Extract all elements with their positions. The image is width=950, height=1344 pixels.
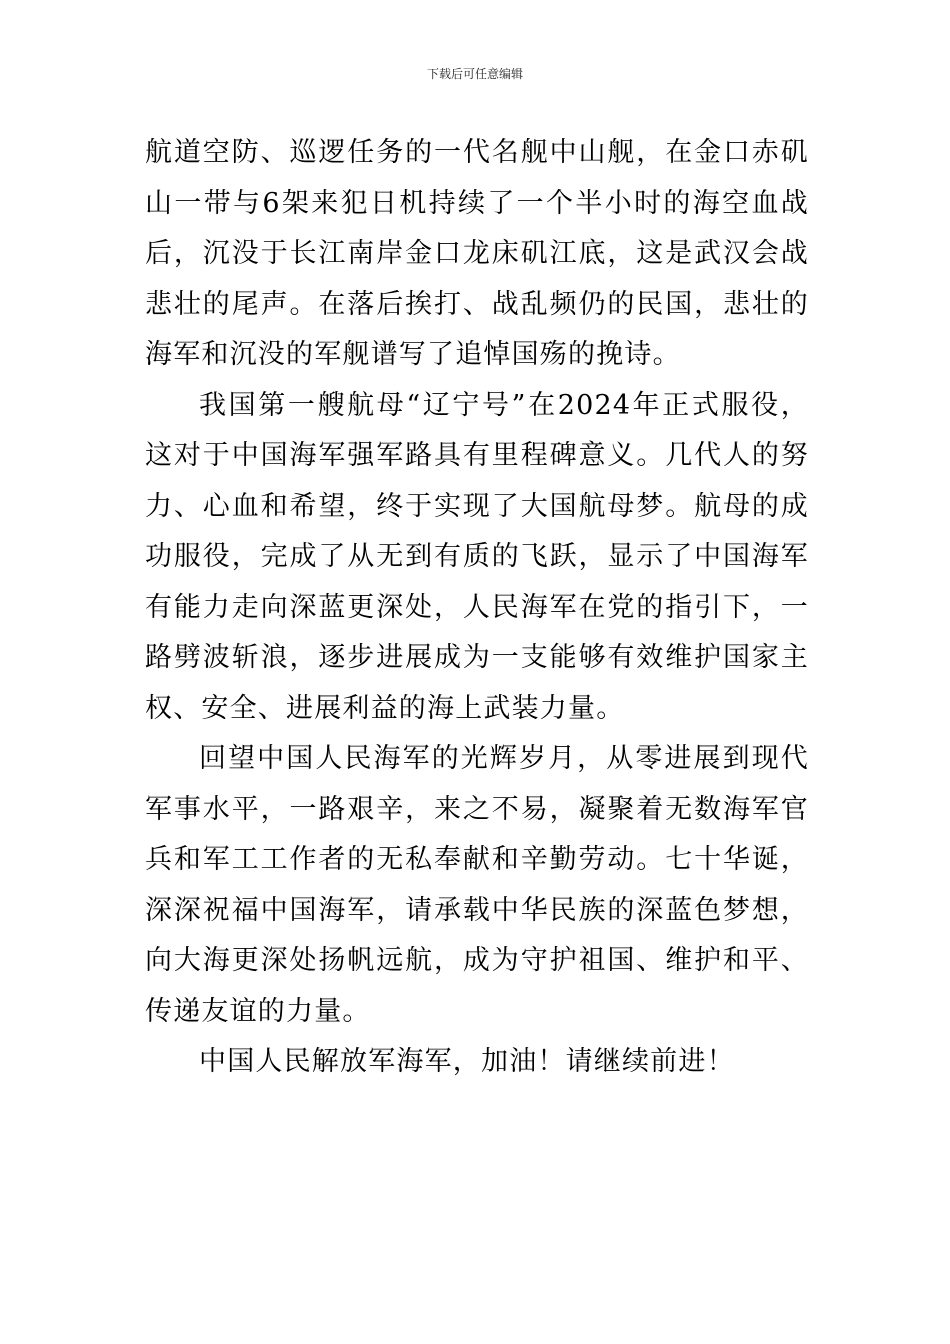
page-header: 下载后可任意编辑: [426, 67, 523, 81]
paragraph-closing: 中国人民解放军海军，加油！请继续前进！: [199, 1046, 735, 1077]
document-body: [145, 128, 809, 1088]
paragraph-continued: 航道空防、巡逻任务的一代名舰中山舰，在金口赤矶山一带与6架来犯日机持续了一个半小时的海空血战后，沉没于长江南岸金口龙床矶江底，这是武汉会战悲壮的尾声。在落后挨打、战乱频仍的民国，悲壮的海军和沉没的军舰谱写了追悼国殇的挽诗。: [145, 137, 809, 370]
paragraph-liaoning: 我国第一艘航母“辽宁号”在2024年正式服役，这对于中国海军强军路具有里程碑意义。几代人的努力、心血和希望，终于实现了大国航母梦。航母的成功服役，完成了从无到有质的飞跃，显示了中国海军有能力走向深蓝更深处，人民海军在党的指引下，一路劈波斩浪，逐步进展成为一支能够有效维护国家主权、安全、进展利益的海上武装力量。: [145, 389, 809, 724]
paragraph-retrospect: 回望中国人民海军的光辉岁月，从零进展到现代军事水平，一路艰辛，来之不易，凝聚着无数海军官兵和军工工作者的无私奉献和辛勤劳动。七十华诞，深深祝福中国海军，请承载中华民族的深蓝色梦想，向大海更深处扬帆远航，成为守护祖国、维护和平、传递友谊的力量。: [145, 743, 809, 1027]
